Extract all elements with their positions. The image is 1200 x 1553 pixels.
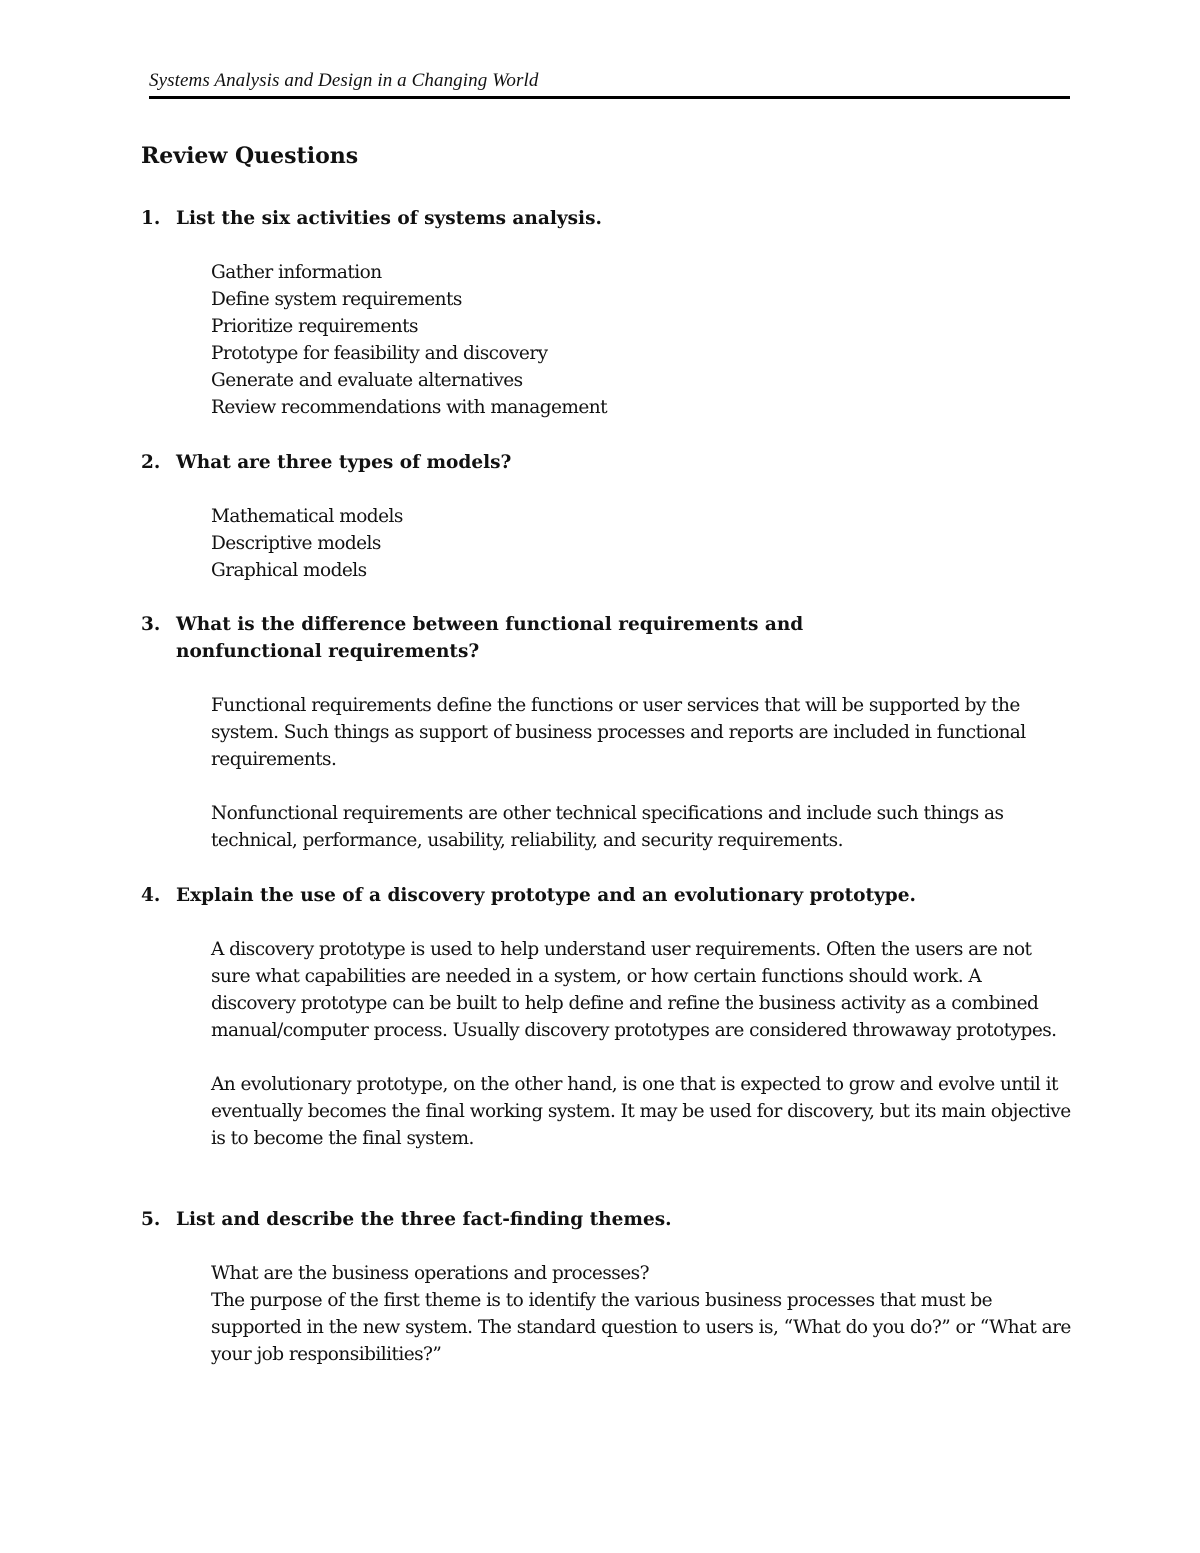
question-number: 4. — [141, 885, 161, 906]
question-4 — [141, 882, 1071, 1152]
answer-paragraph: Functional requirements define the functions or user services that will be supported by the system. Such things as support of business processes and reports are included in functional requirements. — [211, 695, 1026, 770]
running-header — [149, 70, 1070, 99]
question-text: What are three types of models? — [176, 452, 512, 473]
answer-paragraphs — [211, 936, 1071, 1152]
answer-line: Generate and evaluate alternatives — [211, 370, 523, 391]
answer-line: Descriptive models — [211, 533, 381, 554]
answer-paragraph: An evolutionary prototype, on the other hand, is one that is expected to grow and evolve until it eventually becomes the final working system. It may be used for discovery, but its main objective is to become the final system. — [211, 1074, 1071, 1149]
question-text: List the six activities of systems analysis. — [176, 208, 602, 229]
answer-list — [211, 503, 1071, 584]
question-number: 2. — [141, 452, 161, 473]
question-number: 5. — [141, 1209, 161, 1230]
question-3 — [141, 611, 1026, 854]
question-1 — [141, 205, 1021, 421]
answer-paragraphs — [211, 1260, 1071, 1368]
question-number: 1. — [141, 208, 161, 229]
running-header-title: Systems Analysis and Design in a Changing World — [149, 70, 539, 91]
section-title: Review Questions — [141, 143, 359, 169]
answer-paragraphs — [211, 692, 1071, 854]
answer-line: Define system requirements — [211, 289, 462, 310]
answer-paragraph: A discovery prototype is used to help understand user requirements. Often the users are not sure what capabilities are needed in a system, or how certain functions should work. A discovery prototype can be built to help define and refine the business activity as a combined manual/computer process. Usually discovery prototypes are considered throwaway prototypes. — [211, 939, 1057, 1041]
question-heading — [141, 611, 1021, 665]
answer-paragraph: The purpose of the first theme is to identify the various business processes that must be supported in the new system. The standard question to users is, “What do you do?” or “What are your job responsibilities?” — [211, 1290, 1071, 1365]
answer-line: Graphical models — [211, 560, 367, 581]
question-heading — [141, 882, 1021, 909]
question-heading — [141, 449, 1021, 476]
answer-line: What are the business operations and processes? — [211, 1263, 649, 1284]
question-5 — [141, 1206, 1071, 1368]
question-heading — [141, 1206, 1021, 1233]
question-text: List and describe the three fact-finding themes. — [176, 1209, 672, 1230]
question-text: What is the difference between functional requirements and nonfunctional requirements? — [176, 614, 804, 662]
question-text: Explain the use of a discovery prototype and an evolutionary prototype. — [176, 885, 916, 906]
question-2 — [141, 449, 1021, 584]
answer-line: Gather information — [211, 262, 382, 283]
question-heading — [141, 205, 1021, 232]
answer-line: Mathematical models — [211, 506, 403, 527]
answer-line: Prototype for feasibility and discovery — [211, 343, 548, 364]
answer-paragraph: Nonfunctional requirements are other technical specifications and include such things as technical, performance, usability, reliability, and security requirements. — [211, 803, 1004, 851]
answer-list — [211, 259, 1071, 421]
answer-line: Review recommendations with management — [211, 397, 608, 418]
answer-line: Prioritize requirements — [211, 316, 418, 337]
question-number: 3. — [141, 614, 161, 635]
